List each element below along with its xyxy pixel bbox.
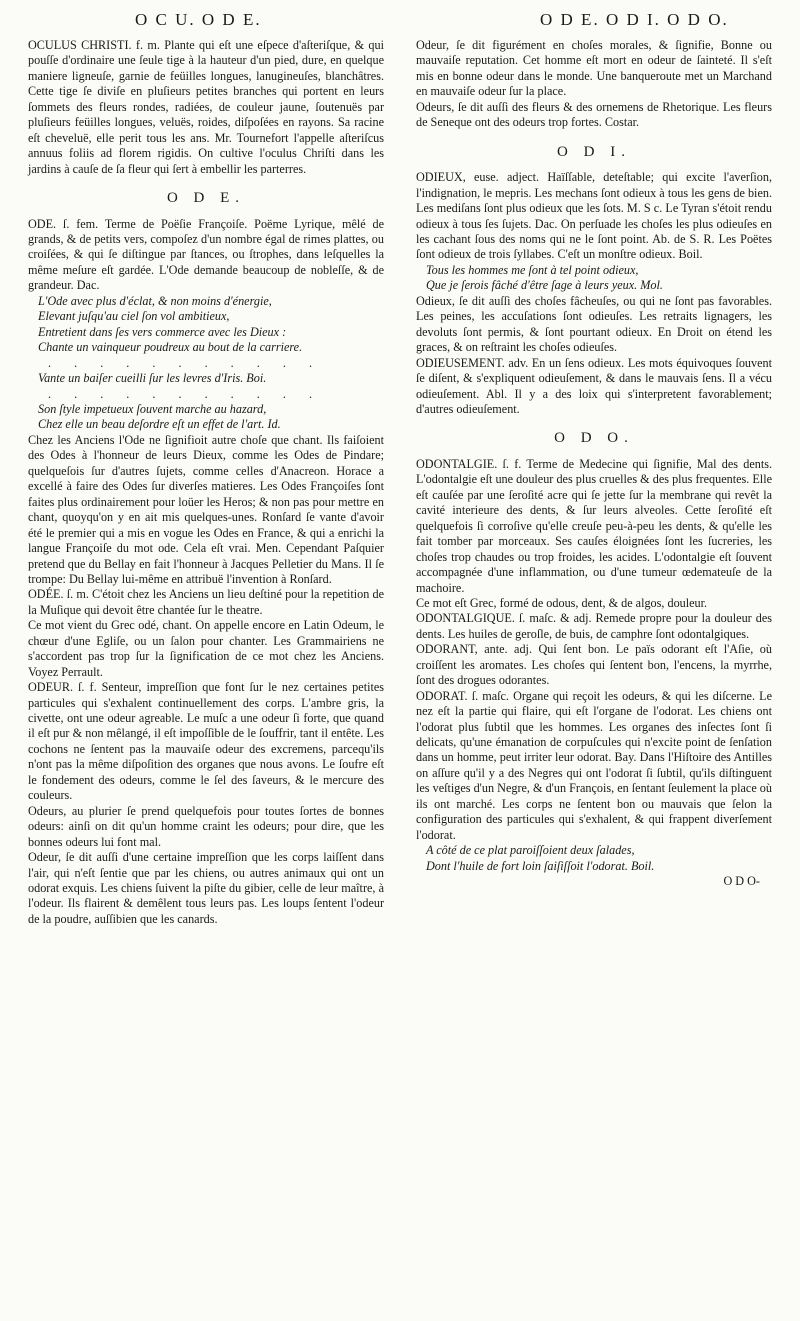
entry-paragraph: ODIEUSEMENT. adv. En un ſens odieux. Les mots équivoques ſouvent ſe diſent, & s'expliquent odieuſement, & dans le mauvais ſens. Il a vécu odieuſement. Abl. Il y a des loix qui s'interpretent favorablement; d'autres odieuſement. xyxy=(416,355,772,416)
catchword: O D O- xyxy=(723,874,760,889)
entry-paragraph: Odeurs, ſe dit auſſi des fleurs & des ornemens de Rhetorique. Les fleurs de Seneque ont des odeurs trop fortes. Costar. xyxy=(416,99,772,130)
right-column xyxy=(416,38,772,890)
verse-quotation: Son ſtyle impetueux ſouvent marche au hazard, xyxy=(38,401,267,416)
header-left: O C U. O D E. xyxy=(135,10,262,29)
header-right: O D E. O D I. O D O. xyxy=(540,10,729,29)
verse-quotation: Chez elle un beau deſordre eſt un effet de l'art. Id. xyxy=(38,417,281,432)
section-heading: O D I. xyxy=(557,143,631,160)
running-header xyxy=(0,6,800,36)
ellipsis-line: . . . . . . . . . . . xyxy=(48,355,322,370)
entry-paragraph: Ce mot eſt Grec, formé de odous, dent, & de algos, douleur. xyxy=(416,595,708,610)
left-column xyxy=(28,38,384,927)
entry-paragraph: Odieux, ſe dit auſſi des choſes fâcheuſes, ou qui ne ſont pas favorables. Les peines, les accuſations ſont odieuſes. Les retraits lignagers, les devoluts ſont permis, & ſont pourtant odieux. En Droit on étend les graces, & on reſtraint les choſes odieuſes. xyxy=(416,293,772,355)
ellipsis-line: . . . . . . . . . . . xyxy=(48,386,322,401)
verse-quotation: Chante un vainqueur poudreux au bout de la carriere. xyxy=(38,340,303,355)
entry-paragraph: ODORANT, ante. adj. Qui ſent bon. Le païs odorant eſt l'Aſie, où croiſſent les aromates. Les choſes qui ſentent bon, l'encens, la myrrhe, ſont des drogues odorantes. xyxy=(416,642,772,688)
entry-paragraph: Odeurs, au plurier ſe prend quelquefois pour toutes ſortes de bonnes odeurs: ainſi on dit qu'un homme craint les odeurs; pour dire, que les bonnes odeurs lui font mal. xyxy=(28,803,384,849)
verse-quotation: Dont l'huile de fort loin ſaiſiſſoit l'odorat. Boil. xyxy=(426,858,655,873)
verse-quotation: Tous les hommes me ſont à tel point odieux, xyxy=(426,262,639,277)
entry-paragraph: OCULUS CHRISTI. f. m. Plante qui eſt une eſpece d'aſteriſque, & qui pouſſe d'ordinaire une ſeule tige à la hauteur d'un pied, dure, en quelque maniere ligneuſe, garnie de feüilles longues, lanugineuſes, blanchâtres. Cette tige ſe diviſe en pluſieurs petites branches qui portent en leurs ſommets des fleurs rondes, radiées, de couleur jaune, ſoutenuës par pluſieurs feüilles longues, veluës, roides, diſpoſées en rayons. Sa racine eſt cheveluë, elle perit tous les ans. Mr. Tournefort l'appelle aſteriſcus annuus foliis ad florem rigidis. On cultive l'oculus Chriſti dans les jardins à cauſe de ſa fleur qui ſert à embellir les parterres. xyxy=(28,38,384,176)
entry-paragraph: Ce mot vient du Grec odé, chant. On appelle encore en Latin Odeum, le chœur d'une Egliſe, ou un ſalon pour chanter. Les Grammairiens ne s'accordent pas trop ſur la ſignification de ce mot chez les Anciens. Voyez Perrault. xyxy=(28,618,384,679)
verse-quotation: Elevant juſqu'au ciel ſon vol ambitieux, xyxy=(38,309,230,324)
verse-quotation: Que je ſerois fâché d'être ſage à leurs yeux. Mol. xyxy=(426,278,663,293)
entry-paragraph: Odeur, ſe dit figurément en choſes morales, & ſignifie, Bonne ou mauvaiſe reputation. Cet homme eſt mort en odeur de ſainteté. Il s'eſt mis en bonne odeur dans le monde. Une banqueroute met un Marchand en mauvaiſe odeur ſur la place. xyxy=(416,38,772,99)
verse-quotation: L'Ode avec plus d'éclat, & non moins d'énergie, xyxy=(38,293,272,308)
entry-paragraph: ODONTALGIE. ſ. f. Terme de Medecine qui ſignifie, Mal des dents. L'odontalgie eſt une douleur des plus cruelles & des plus frequentes. Elle eſt cauſée par une ſeroſité acre qui ſe jette ſur la membrane qui revêt la cavité interieure des dents, & ſur leurs alveoles. Cette ſeroſité eſt quelquefois ſi corroſive qu'elle creuſe peu-à-peu les dents, & qu'elle les fait tomber par morceaux. Ses cauſes éloignées ſont les ſucreries, les choſes trop chaudes ou trop froides, les acides. L'odontalgie eſt ſouvent accompagnée d'une inflammation, ou d'une tumeur œdemateuſe de la machoire. xyxy=(416,456,772,595)
entry-paragraph: ODONTALGIQUE. ſ. maſc. & adj. Remede propre pour la douleur des dents. Les huiles de geroſle, de buis, de camphre ſont odontalgiques. xyxy=(416,611,772,641)
entry-paragraph: ODE. ſ. fem. Terme de Poëſie Françoiſe. Poëme Lyrique, mêlé de grands, & de petits vers, compoſez d'un nombre égal de rimes plattes, ou croiſées, & qui ſe diſtingue par ſtances, ou ſtrophes, dans leſquelles la même meſure eſt gardée. L'Ode demande beaucoup de nobleſſe, & de grandeur. Dac. xyxy=(28,216,384,293)
entry-paragraph: Odeur, ſe dit auſſi d'une certaine impreſſion que les corps laiſſent dans l'air, qui n'eſt ſentie que par les chiens, ou autres animaux qui ont un odorat exquis. Les chiens ſuivent la piſte du gibier, celle de leur maître, à l'odeur. Ils flairent & demêlent tous leurs pas. Les loups ſentent l'odeur de la poudre, auſſibien que les canards. xyxy=(28,850,384,926)
verse-quotation: Entretient dans ſes vers commerce avec les Dieux : xyxy=(38,324,287,339)
section-heading: O D E. xyxy=(166,190,246,207)
verse-quotation: A côté de ce plat paroiſſoient deux ſalades, xyxy=(426,843,635,858)
verse-quotation: Vante un baiſer cueilli ſur les levres d'Iris. Boi. xyxy=(38,371,267,386)
entry-paragraph: ODEUR. ſ. f. Senteur, impreſſion que font ſur le nez certaines petites particules qui s'exhalent continuellement des corps. L'ambre gris, la civette, ont une odeur agreable. Le muſc a une odeur ſi forte, que quand il eſt pur & non mêlangé, il eſt impoſſible de le ſouffrir, tant il entête. Les cochons ne ſentent pas la mauvaiſe odeur des excremens, parcequ'ils n'ont pas la même diſpoſition des organes que nous avons. Le ſoufre eſt le fondement des odeurs, comme le ſel des ſaveurs, & le mercure des couleurs. xyxy=(28,680,384,803)
section-heading: O D O. xyxy=(554,430,634,447)
entry-paragraph: ODÉE. ſ. m. C'étoit chez les Anciens un lieu deſtiné pour la repetition de la Muſique qui devoit être chantée ſur le theatre. xyxy=(28,587,384,617)
entry-paragraph: ODIEUX, euse. adject. Haïſſable, deteſtable; qui excite l'averſion, l'indignation, le mepris. Les mechans ſont odieux à tous les gens de bien. Les mediſans ſont plus odieux que les ſots. M. S c. Le Tyran s'étoit rendu odieux à tous ſes ſujets. Dac. On perſuade les choſes les plus odieuſes en les cachant ſous des noms qui ne le ſont point. Ab. de S. R. Les Poëtes ſont odieux de trois ſyllabes. C'eſt un monſtre odieux. Boil. xyxy=(416,170,772,262)
entry-paragraph: ODORAT. ſ. maſc. Organe qui reçoit les odeurs, & qui les diſcerne. Le nez eſt la partie qui flaire, qui eſt l'organe de l'odorat. Les chiens ont l'odorat plus ſubtil que les hommes. Les organes des inſectes ſont ſi delicats, qu'une émanation de corpuſcules qui n'excite point de ſenſation dans un homme, peut irriter leur odorat. Bay. Dans l'Hiſtoire des Antilles on aſſure qu'il y a des Negres qui ont l'odorat ſi ſubtil, qu'ils diſtinguent les veſtiges d'un Negre, & d'un François, en ſentant ſeulement la place où ils ont marché. Les corps ne ſentent bon ou mauvais que ſelon la configuration des particules qui s'exhalent, & qui frappent diverſement l'odorat. xyxy=(416,688,772,842)
entry-paragraph: Chez les Anciens l'Ode ne ſignifioit autre choſe que chant. Ils faiſoient des Odes à l'honneur de leurs Dieux, comme les Odes de Pindare; quelqueſois ſur d'autres ſujets, comme celles d'Anacreon. Horace a excellé à faire des Odes ſur diverſes matieres. Les Odes Françoiſes ſont faites plus ordinairement pour loüer les Heros; & non pas pour mettre en chant, quoyqu'on y en ait mis quelques-unes. Ronſard ſe vante d'avoir été le premier qui a mis en vogue les Odes en France, & qui a enrichi la langue Françoiſe du mot ode. Cela eſt vrai. Men. Cependant Paſquier pretend que du Bellay en fait l'honneur à Jacques Pelletier du Mans. Il ſe trompe: Du Bellay lui-même en attribuë l'invention à Ronſard. xyxy=(28,432,384,586)
